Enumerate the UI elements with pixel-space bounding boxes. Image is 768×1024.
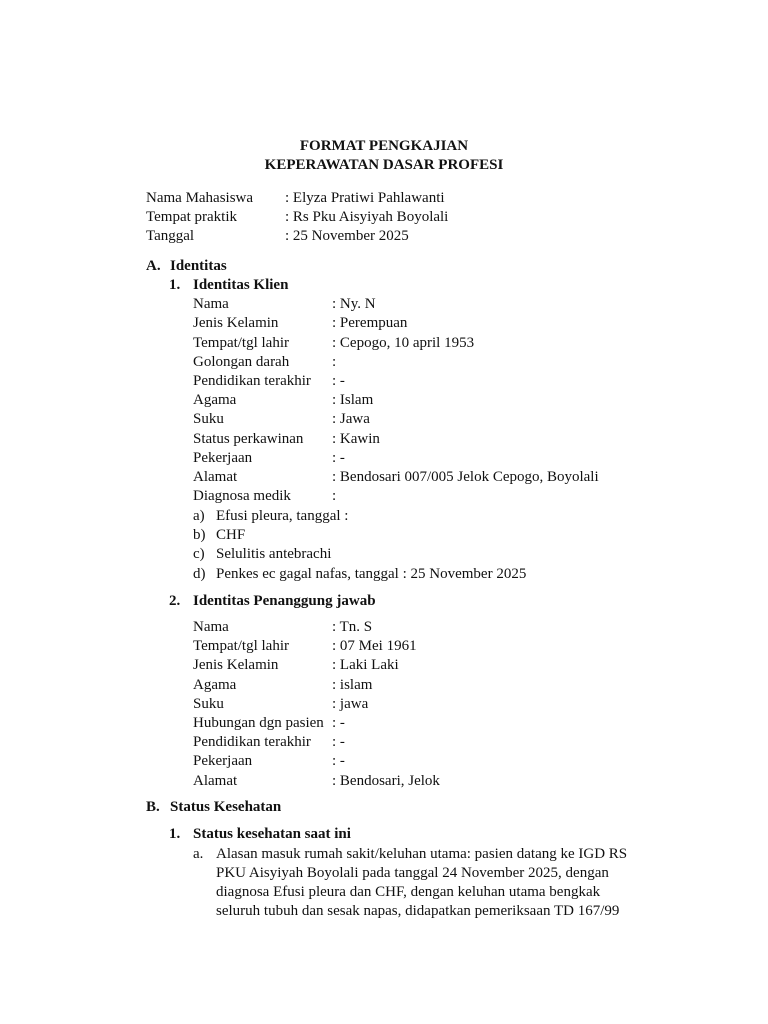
klien-value-status-perkawinan: : Kawin	[332, 431, 380, 447]
identitas-penanggung-marker: 2.	[169, 593, 181, 609]
diagnosa-marker-c: c)	[193, 546, 205, 562]
penanggung-label-agama: Agama	[193, 677, 237, 693]
identitas-klien-marker: 1.	[169, 277, 181, 293]
klien-label-jenis-kelamin: Jenis Kelamin	[193, 315, 279, 331]
identitas-penanggung-title: Identitas Penanggung jawab	[193, 593, 376, 609]
klien-label-golongan-darah: Golongan darah	[193, 354, 290, 370]
alasan-masuk-line-1: Alasan masuk rumah sakit/keluhan utama: pasien datang ke IGD RS	[216, 846, 628, 862]
penanggung-value-jenis-kelamin: : Laki Laki	[332, 657, 399, 673]
penanggung-label-pekerjaan: Pekerjaan	[193, 753, 253, 769]
penanggung-label-alamat: Alamat	[193, 773, 238, 789]
penanggung-value-hubungan: : -	[332, 715, 345, 731]
status-kesehatan-saat-ini-marker: 1.	[169, 826, 181, 842]
klien-value-jenis-kelamin: : Perempuan	[332, 315, 408, 331]
penanggung-value-suku: : jawa	[332, 696, 369, 712]
status-kesehatan-saat-ini-title: Status kesehatan saat ini	[193, 826, 351, 842]
penanggung-value-tempat-tgl-lahir: : 07 Mei 1961	[332, 638, 417, 654]
document-title-line-1: FORMAT PENGKAJIAN	[299, 138, 469, 154]
klien-label-diagnosa-medik: Diagnosa medik	[193, 488, 291, 504]
klien-value-agama: : Islam	[332, 392, 374, 408]
alasan-masuk-line-4: seluruh tubuh dan sesak napas, didapatkan pemeriksaan TD 167/99	[216, 903, 620, 919]
diagnosa-marker-a: a)	[193, 508, 205, 524]
klien-value-pendidikan-terakhir: : -	[332, 373, 345, 389]
klien-label-pekerjaan: Pekerjaan	[193, 450, 253, 466]
penanggung-label-pendidikan-terakhir: Pendidikan terakhir	[193, 734, 311, 750]
header-value-nama-mahasiswa: : Elyza Pratiwi Pahlawanti	[285, 190, 445, 206]
diagnosa-text-c: Selulitis antebrachi	[216, 546, 332, 562]
diagnosa-marker-b: b)	[193, 527, 206, 543]
section-a-title: Identitas	[170, 258, 227, 274]
klien-label-alamat: Alamat	[193, 469, 238, 485]
document-title-line-2: KEPERAWATAN DASAR PROFESI	[264, 157, 504, 173]
diagnosa-text-b: CHF	[216, 527, 246, 543]
header-value-tempat-praktik: : Rs Pku Aisyiyah Boyolali	[285, 209, 449, 225]
klien-value-golongan-darah: :	[332, 354, 337, 370]
identitas-klien-title: Identitas Klien	[193, 277, 289, 293]
section-b-title: Status Kesehatan	[170, 799, 282, 815]
penanggung-value-pekerjaan: : -	[332, 753, 345, 769]
penanggung-label-tempat-tgl-lahir: Tempat/tgl lahir	[193, 638, 290, 654]
header-label-nama-mahasiswa: Nama Mahasiswa	[146, 190, 254, 206]
klien-label-pendidikan-terakhir: Pendidikan terakhir	[193, 373, 311, 389]
klien-label-status-perkawinan: Status perkawinan	[193, 431, 304, 447]
klien-value-pekerjaan: : -	[332, 450, 345, 466]
diagnosa-marker-d: d)	[193, 566, 206, 582]
penanggung-label-suku: Suku	[193, 696, 224, 712]
diagnosa-text-d: Penkes ec gagal nafas, tanggal : 25 November 2025	[216, 566, 527, 582]
klien-value-suku: : Jawa	[332, 411, 370, 427]
klien-value-alamat: : Bendosari 007/005 Jelok Cepogo, Boyolali	[332, 469, 599, 485]
section-b-marker: B.	[146, 799, 160, 815]
header-label-tempat-praktik: Tempat praktik	[146, 209, 238, 225]
penanggung-label-jenis-kelamin: Jenis Kelamin	[193, 657, 279, 673]
penanggung-value-alamat: : Bendosari, Jelok	[332, 773, 440, 789]
section-a-marker: A.	[146, 258, 161, 274]
klien-value-nama: : Ny. N	[332, 296, 376, 312]
klien-label-suku: Suku	[193, 411, 224, 427]
penanggung-label-nama: Nama	[193, 619, 229, 635]
penanggung-value-nama: : Tn. S	[332, 619, 373, 635]
klien-label-agama: Agama	[193, 392, 237, 408]
alasan-masuk-line-2: PKU Aisyiyah Boyolali pada tanggal 24 November 2025, dengan	[216, 865, 609, 881]
alasan-masuk-line-3: diagnosa Efusi pleura dan CHF, dengan keluhan utama bengkak	[216, 884, 601, 900]
penanggung-value-agama: : islam	[332, 677, 373, 693]
header-label-tanggal: Tanggal	[146, 228, 195, 244]
klien-label-tempat-tgl-lahir: Tempat/tgl lahir	[193, 335, 290, 351]
klien-value-tempat-tgl-lahir: : Cepogo, 10 april 1953	[332, 335, 475, 351]
alasan-masuk-marker: a.	[193, 846, 204, 862]
penanggung-label-hubungan: Hubungan dgn pasien	[193, 715, 324, 731]
header-value-tanggal: : 25 November 2025	[285, 228, 409, 244]
klien-label-nama: Nama	[193, 296, 229, 312]
klien-value-diagnosa-medik: :	[332, 488, 337, 504]
diagnosa-text-a: Efusi pleura, tanggal :	[216, 508, 349, 524]
penanggung-value-pendidikan-terakhir: : -	[332, 734, 345, 750]
